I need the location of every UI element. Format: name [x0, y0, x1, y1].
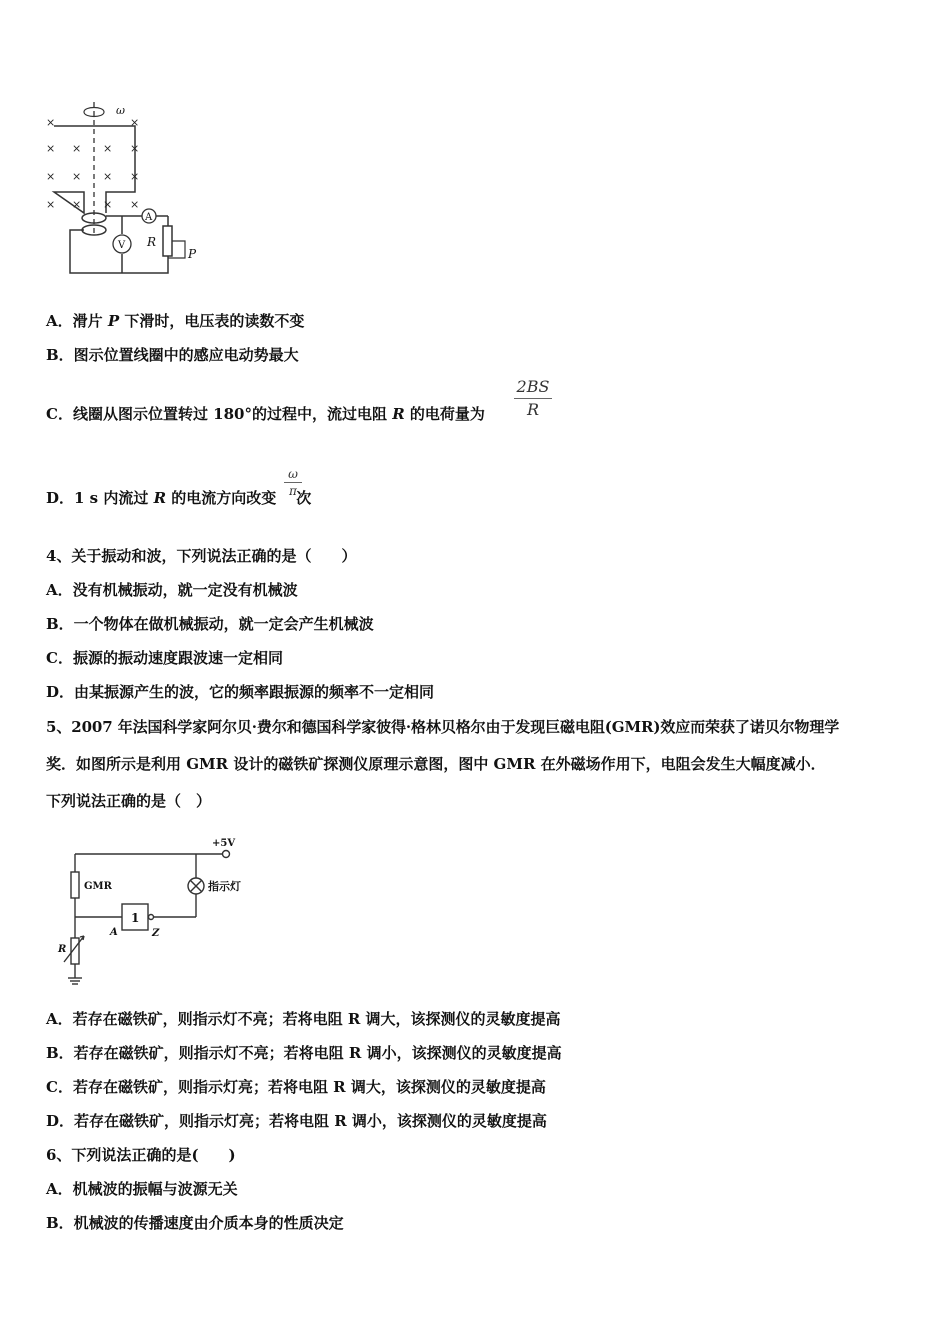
resistor-r-label: R: [58, 944, 67, 955]
q4-option-a: A．没有机械振动，就一定没有机械波: [46, 581, 298, 599]
q6-option-b: B．机械波的传播速度由介质本身的性质决定: [46, 1214, 344, 1232]
gmr-label: GMR: [84, 881, 112, 892]
svg-text:×: ×: [103, 198, 113, 211]
q3-option-d-prefix: D．1 s 内流过: [46, 489, 154, 507]
coil-circuit-figure: [40, 98, 220, 280]
q4-option-b: B．一个物体在做机械振动，就一定会产生机械波: [46, 615, 374, 633]
q6-stem: 6、下列说法正确的是( ): [46, 1146, 236, 1164]
supply-label: +5V: [212, 838, 236, 849]
q3-option-d-var: R: [153, 489, 167, 507]
fraction-numerator: ω: [288, 467, 298, 481]
fraction-numerator: 2BS: [516, 377, 550, 396]
svg-text:×: ×: [130, 170, 140, 183]
q3-option-a-var: P: [107, 312, 120, 330]
q3-option-b: B．图示位置线圈中的感应电动势最大: [46, 346, 299, 364]
q5-stem-line3: 下列说法正确的是（ ）: [46, 792, 212, 810]
q3-option-a-prefix: A．滑片: [46, 312, 108, 330]
q3-option-c-fraction: [514, 377, 552, 420]
q3-option-c-prefix: C．线圈从图示位置转过 180°的过程中，流过电阻: [46, 405, 393, 423]
resistor-label: R: [147, 235, 157, 249]
q5-option-b: B．若存在磁铁矿，则指示灯不亮；若将电阻 R 调小，该探测仪的灵敏度提高: [46, 1044, 562, 1062]
omega-label: ω: [116, 104, 125, 117]
svg-text:×: ×: [130, 198, 140, 211]
svg-text:×: ×: [46, 116, 56, 129]
slider-label: P: [188, 247, 197, 261]
q4-stem: 4、关于振动和波，下列说法正确的是（ ）: [46, 547, 357, 565]
lamp-label: 指示灯: [208, 880, 241, 893]
q5-stem-line2: 奖．如图所示是利用 GMR 设计的磁铁矿探测仪原理示意图，图中 GMR 在外磁场作用下，电阻会发生大幅度减小．: [46, 755, 826, 773]
svg-text:×: ×: [103, 142, 113, 155]
svg-text:×: ×: [72, 198, 82, 211]
voltmeter-label: V: [118, 240, 126, 251]
fraction-denominator: π: [289, 484, 297, 498]
fraction-denominator: R: [526, 400, 540, 419]
svg-text:×: ×: [72, 142, 82, 155]
q5-stem-line1: 5、2007 年法国科学家阿尔贝·费尔和德国科学家彼得·格林贝格尔由于发现巨磁电阻(GMR)效应而荣获了诺贝尔物理学: [46, 718, 840, 736]
q3-option-d-suffix: 的电流方向改变: [166, 489, 277, 507]
svg-text:×: ×: [46, 142, 56, 155]
q3-option-c-suffix: 的电荷量为: [404, 405, 485, 423]
q6-option-a: A．机械波的振幅与波源无关: [46, 1180, 238, 1198]
q3-option-d: [46, 488, 311, 508]
q4-option-c: C．振源的振动速度跟波速一定相同: [46, 649, 283, 667]
q3-option-a: [46, 311, 304, 331]
node-a-label: A: [110, 927, 118, 938]
q3-option-c-var: R: [392, 405, 405, 423]
gmr-circuit-figure: [50, 820, 280, 995]
node-z-label: Z: [152, 928, 160, 939]
q5-option-a: A．若存在磁铁矿，则指示灯不亮；若将电阻 R 调大，该探测仪的灵敏度提高: [46, 1010, 561, 1028]
q5-option-c: C．若存在磁铁矿，则指示灯亮；若将电阻 R 调大，该探测仪的灵敏度提高: [46, 1078, 546, 1096]
gate-label: 1: [131, 911, 140, 925]
q3-option-c: [46, 404, 485, 424]
q4-option-d: D．由某振源产生的波，它的频率跟振源的频率不一定相同: [46, 683, 435, 701]
svg-text:×: ×: [130, 142, 140, 155]
q3-option-d-tail: 次: [296, 489, 312, 507]
svg-text:×: ×: [46, 170, 56, 183]
svg-text:×: ×: [72, 170, 82, 183]
svg-text:×: ×: [46, 198, 56, 211]
svg-text:×: ×: [130, 116, 140, 129]
svg-text:×: ×: [103, 170, 113, 183]
q3-option-d-fraction: [284, 467, 302, 498]
ammeter-label: A: [145, 212, 153, 223]
q3-option-a-suffix: 下滑时，电压表的读数不变: [119, 312, 305, 330]
q5-option-d: D．若存在磁铁矿，则指示灯亮；若将电阻 R 调小，该探测仪的灵敏度提高: [46, 1112, 547, 1130]
